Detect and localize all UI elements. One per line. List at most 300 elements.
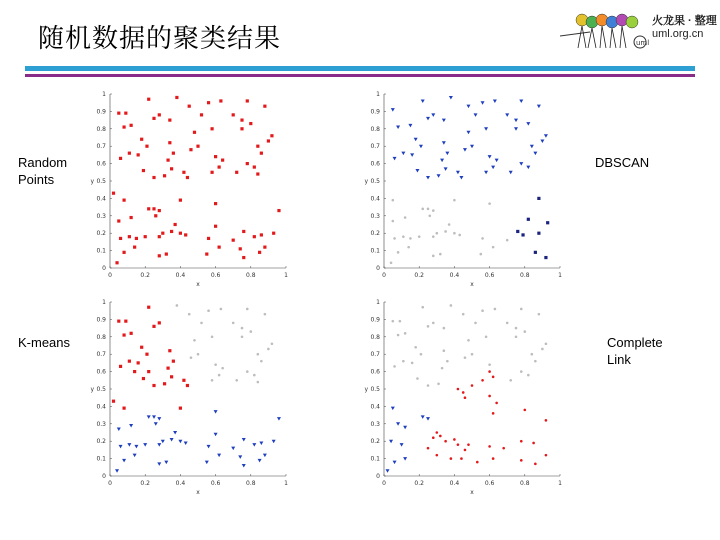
data-point — [524, 409, 527, 412]
data-point — [442, 141, 446, 145]
y-tick-label: 0.5 — [370, 178, 380, 185]
data-point — [408, 124, 412, 128]
data-point — [112, 192, 115, 195]
data-point — [179, 199, 182, 202]
data-point — [471, 353, 474, 356]
logo-text: 火龙果 · 整理 — [652, 15, 717, 27]
data-point — [488, 370, 491, 373]
data-point — [441, 367, 444, 370]
data-point — [211, 336, 214, 339]
x-axis-label: x — [470, 489, 474, 496]
scatter-dbscan — [362, 88, 572, 288]
data-point — [396, 422, 400, 426]
data-point — [190, 356, 193, 359]
data-point — [466, 131, 470, 135]
data-point — [432, 322, 435, 325]
data-point — [492, 457, 495, 460]
data-point — [145, 145, 148, 148]
data-point — [260, 233, 263, 236]
data-point — [488, 363, 491, 366]
y-tick-label: 0.1 — [370, 247, 380, 255]
data-point — [246, 370, 249, 373]
data-point — [211, 379, 214, 382]
data-point — [232, 239, 235, 242]
data-point — [152, 384, 155, 387]
data-point — [393, 237, 396, 240]
data-point — [217, 454, 221, 458]
data-point — [481, 309, 484, 312]
data-point — [124, 112, 127, 115]
data-point — [506, 239, 509, 242]
data-point — [173, 431, 177, 435]
data-point — [220, 308, 223, 311]
data-point — [439, 435, 442, 438]
x-tick-label: 0.8 — [520, 480, 530, 487]
header-rule-purple — [25, 74, 695, 77]
data-point — [492, 246, 495, 249]
data-point — [267, 139, 270, 142]
data-point — [168, 141, 171, 144]
data-point — [540, 139, 544, 143]
data-point — [122, 333, 125, 336]
data-point — [505, 113, 509, 117]
data-point — [165, 252, 168, 255]
data-point — [390, 261, 393, 264]
data-point — [267, 348, 270, 351]
data-point — [207, 309, 210, 312]
data-point — [515, 327, 518, 330]
data-point — [443, 349, 446, 352]
data-point — [250, 330, 253, 333]
data-point — [170, 438, 174, 442]
x-axis-label: x — [196, 281, 200, 288]
data-point — [516, 230, 519, 233]
data-point — [241, 327, 244, 330]
data-point — [174, 223, 177, 226]
x-tick-label: 0 — [108, 480, 112, 487]
data-point — [436, 232, 439, 235]
data-point — [270, 134, 273, 137]
x-tick-label: 0.6 — [210, 480, 221, 487]
data-point — [545, 419, 548, 422]
data-point — [154, 214, 157, 217]
data-point — [467, 339, 470, 342]
data-point — [453, 438, 456, 441]
data-point — [246, 162, 249, 165]
data-point — [519, 162, 523, 166]
data-point — [210, 171, 213, 174]
x-tick-label: 0.2 — [414, 480, 424, 487]
y-tick-label: 0.8 — [370, 125, 380, 133]
y-axis-label: y — [364, 178, 368, 185]
x-tick-label: 0 — [382, 272, 386, 279]
data-point — [260, 360, 263, 363]
data-point — [128, 152, 131, 155]
y-tick-label: 0 — [376, 265, 380, 272]
scatter-k-means — [88, 296, 298, 496]
data-point — [240, 119, 243, 122]
x-tick-label: 0.6 — [210, 272, 221, 279]
data-point — [495, 402, 498, 405]
data-point — [253, 165, 256, 168]
data-point — [263, 105, 266, 108]
data-point — [537, 197, 540, 200]
data-point — [546, 221, 549, 224]
data-point — [444, 230, 447, 233]
data-point — [147, 207, 150, 210]
data-point — [534, 360, 537, 363]
data-point — [537, 105, 541, 109]
data-point — [488, 155, 492, 159]
data-point — [133, 454, 137, 458]
data-point — [179, 232, 182, 235]
x-tick-label: 0.6 — [484, 272, 495, 279]
y-tick-label: 0.2 — [96, 438, 106, 446]
data-point — [437, 174, 441, 178]
data-point — [256, 145, 259, 148]
data-point — [480, 253, 483, 256]
data-point — [218, 165, 221, 168]
data-point — [427, 447, 430, 450]
data-point — [168, 349, 171, 352]
x-tick-label: 0.2 — [140, 272, 150, 279]
data-point — [207, 445, 211, 449]
x-tick-label: 0.8 — [246, 480, 256, 487]
data-point — [453, 232, 456, 235]
data-point — [488, 445, 491, 448]
data-point — [436, 454, 439, 457]
data-point — [492, 376, 495, 379]
data-point — [158, 209, 161, 212]
data-point — [467, 443, 470, 446]
y-tick-label: 0 — [102, 265, 106, 272]
data-point — [115, 469, 119, 473]
data-point — [481, 379, 484, 382]
y-tick-label: 0.4 — [370, 403, 380, 411]
data-point — [474, 113, 478, 117]
data-point — [179, 407, 182, 410]
data-point — [474, 322, 477, 325]
data-point — [263, 246, 266, 249]
y-axis-label: y — [90, 386, 94, 393]
data-point — [129, 424, 133, 428]
data-point — [207, 101, 210, 104]
data-point — [272, 232, 275, 235]
data-point — [193, 131, 196, 134]
data-point — [152, 415, 156, 419]
data-point — [463, 148, 467, 152]
data-point — [404, 216, 407, 219]
y-tick-label: 0.5 — [370, 386, 380, 393]
data-point — [544, 256, 547, 259]
data-point — [421, 415, 425, 419]
data-point — [117, 112, 120, 115]
y-tick-label: 0.9 — [96, 108, 106, 116]
x-tick-label: 1 — [284, 480, 288, 487]
data-point — [445, 152, 449, 156]
data-point — [545, 454, 548, 457]
data-point — [152, 207, 155, 210]
data-point — [221, 367, 224, 370]
data-point — [258, 251, 261, 254]
data-point — [462, 391, 465, 394]
y-tick-label: 0.3 — [96, 212, 106, 220]
data-point — [130, 124, 133, 127]
data-point — [140, 138, 143, 141]
data-point — [532, 442, 535, 445]
data-point — [168, 119, 171, 122]
data-point — [214, 410, 218, 414]
data-point — [122, 251, 125, 254]
data-point — [170, 375, 173, 378]
data-point — [462, 313, 465, 316]
data-point — [432, 436, 435, 439]
data-point — [112, 400, 115, 403]
data-point — [415, 169, 419, 173]
y-tick-label: 0.5 — [96, 178, 106, 185]
data-point — [439, 253, 442, 256]
data-point — [545, 342, 548, 345]
data-point — [393, 461, 397, 465]
data-point — [427, 325, 430, 328]
data-point — [426, 117, 430, 121]
x-tick-label: 0.8 — [520, 272, 530, 279]
data-point — [264, 313, 267, 316]
data-point — [128, 360, 131, 363]
y-tick-label: 0.8 — [96, 333, 106, 341]
data-point — [524, 330, 527, 333]
y-tick-label: 0.6 — [370, 160, 380, 168]
data-point — [161, 440, 165, 444]
data-point — [514, 127, 518, 131]
data-point — [520, 440, 523, 443]
data-point — [119, 445, 123, 449]
data-point — [189, 148, 192, 151]
data-point — [200, 322, 203, 325]
data-point — [144, 235, 147, 238]
data-point — [242, 438, 246, 442]
x-tick-label: 0.8 — [246, 272, 256, 279]
data-point — [271, 342, 274, 345]
data-point — [205, 252, 208, 255]
data-point — [437, 382, 440, 385]
data-point — [506, 322, 509, 325]
data-point — [218, 246, 221, 249]
data-point — [418, 235, 421, 238]
scatter-svg — [362, 296, 572, 496]
x-tick-label: 0.2 — [414, 272, 424, 279]
label-k-means: K-means — [18, 335, 71, 350]
data-point — [256, 172, 259, 175]
data-point — [440, 159, 444, 163]
data-point — [527, 218, 530, 221]
y-tick-label: 0.3 — [96, 420, 106, 428]
data-point — [481, 101, 485, 105]
data-point — [145, 353, 148, 356]
data-point — [240, 127, 243, 130]
data-point — [188, 105, 191, 108]
data-point — [122, 125, 125, 128]
y-tick-label: 0.8 — [96, 125, 106, 133]
y-tick-label: 1 — [376, 299, 380, 306]
data-point — [231, 447, 235, 451]
data-point — [397, 251, 400, 254]
data-point — [411, 362, 414, 365]
data-point — [117, 428, 121, 432]
data-point — [205, 461, 209, 465]
data-point — [176, 304, 179, 307]
data-point — [252, 443, 256, 447]
scatter-svg — [88, 296, 298, 496]
data-point — [520, 459, 523, 462]
data-point — [471, 384, 474, 387]
data-point — [442, 119, 446, 123]
data-point — [403, 457, 407, 461]
data-point — [509, 379, 512, 382]
data-point — [436, 431, 439, 434]
data-point — [495, 159, 499, 163]
data-point — [157, 462, 161, 466]
data-point — [488, 395, 491, 398]
data-point — [253, 374, 256, 377]
data-point — [432, 235, 435, 238]
scatter-random-points — [88, 88, 298, 288]
data-point — [163, 382, 166, 385]
y-tick-label: 0.7 — [370, 351, 380, 359]
data-point — [450, 457, 453, 460]
data-point — [466, 105, 470, 109]
data-point — [444, 167, 448, 171]
data-point — [260, 152, 263, 155]
data-point — [491, 166, 495, 170]
data-point — [172, 152, 175, 155]
data-point — [219, 99, 222, 102]
data-point — [161, 232, 164, 235]
x-tick-label: 1 — [558, 272, 562, 279]
data-point — [154, 422, 158, 426]
data-point — [393, 365, 396, 368]
data-point — [470, 145, 474, 149]
y-tick-label: 1 — [102, 299, 106, 306]
data-point — [119, 237, 122, 240]
data-point — [421, 208, 424, 211]
y-tick-label: 0.7 — [96, 351, 106, 359]
data-point — [457, 443, 460, 446]
data-point — [409, 237, 412, 240]
data-point — [493, 99, 497, 103]
data-point — [403, 426, 407, 430]
data-point — [170, 167, 173, 170]
data-point — [263, 454, 267, 458]
y-tick-label: 0.9 — [370, 316, 380, 324]
data-point — [242, 256, 245, 259]
data-point — [142, 169, 145, 172]
data-point — [453, 199, 456, 202]
y-tick-label: 0.2 — [370, 438, 380, 446]
data-point — [182, 171, 185, 174]
data-point — [527, 374, 530, 377]
data-point — [170, 230, 173, 233]
x-tick-label: 1 — [558, 480, 562, 487]
data-point — [526, 122, 530, 126]
data-point — [531, 353, 534, 356]
data-point — [239, 247, 242, 250]
label-random-points: Random Points — [18, 155, 68, 187]
y-axis-label: y — [90, 178, 94, 185]
data-point — [432, 255, 435, 258]
data-point — [130, 332, 133, 335]
data-point — [232, 322, 235, 325]
data-point — [401, 152, 405, 156]
data-point — [464, 449, 467, 452]
data-point — [400, 443, 404, 447]
x-tick-label: 0.4 — [175, 480, 186, 487]
data-point — [459, 176, 463, 180]
y-tick-label: 0.8 — [370, 333, 380, 341]
data-point — [130, 216, 133, 219]
data-point — [122, 199, 125, 202]
data-point — [502, 447, 505, 450]
data-point — [421, 306, 424, 309]
data-point — [119, 157, 122, 160]
data-point — [186, 384, 189, 387]
data-point — [392, 320, 395, 323]
data-point — [485, 336, 488, 339]
data-point — [147, 98, 150, 101]
y-tick-label: 0.1 — [370, 455, 380, 463]
y-tick-label: 0 — [102, 473, 106, 480]
svg-text:uml: uml — [636, 39, 650, 47]
data-point — [456, 171, 460, 175]
data-point — [392, 220, 395, 223]
data-point — [164, 461, 168, 465]
header-rule-blue — [25, 66, 695, 71]
data-point — [464, 396, 467, 399]
data-point — [391, 407, 395, 411]
data-point — [521, 233, 524, 236]
data-point — [414, 346, 417, 349]
data-point — [514, 119, 518, 123]
x-tick-label: 1 — [284, 272, 288, 279]
data-point — [122, 407, 125, 410]
y-tick-label: 0.7 — [96, 143, 106, 151]
data-point — [214, 363, 217, 366]
data-point — [258, 459, 262, 463]
y-tick-label: 0 — [376, 473, 380, 480]
data-point — [175, 96, 178, 99]
data-point — [235, 379, 238, 382]
scatter-svg — [88, 88, 298, 288]
y-tick-label: 1 — [102, 91, 106, 98]
data-point — [133, 370, 136, 373]
y-tick-label: 0.6 — [370, 368, 380, 376]
data-point — [152, 117, 155, 120]
data-point — [426, 176, 430, 180]
data-point — [210, 127, 213, 130]
data-point — [147, 370, 150, 373]
data-point — [142, 377, 145, 380]
data-point — [519, 99, 523, 103]
scatter-complete-link — [362, 296, 572, 496]
y-tick-label: 0.7 — [370, 143, 380, 151]
data-point — [407, 246, 410, 249]
y-tick-label: 0.9 — [370, 108, 380, 116]
data-point — [431, 113, 435, 117]
data-point — [404, 332, 407, 335]
data-point — [537, 232, 540, 235]
data-point — [484, 171, 488, 175]
y-tick-label: 0.1 — [96, 247, 106, 255]
